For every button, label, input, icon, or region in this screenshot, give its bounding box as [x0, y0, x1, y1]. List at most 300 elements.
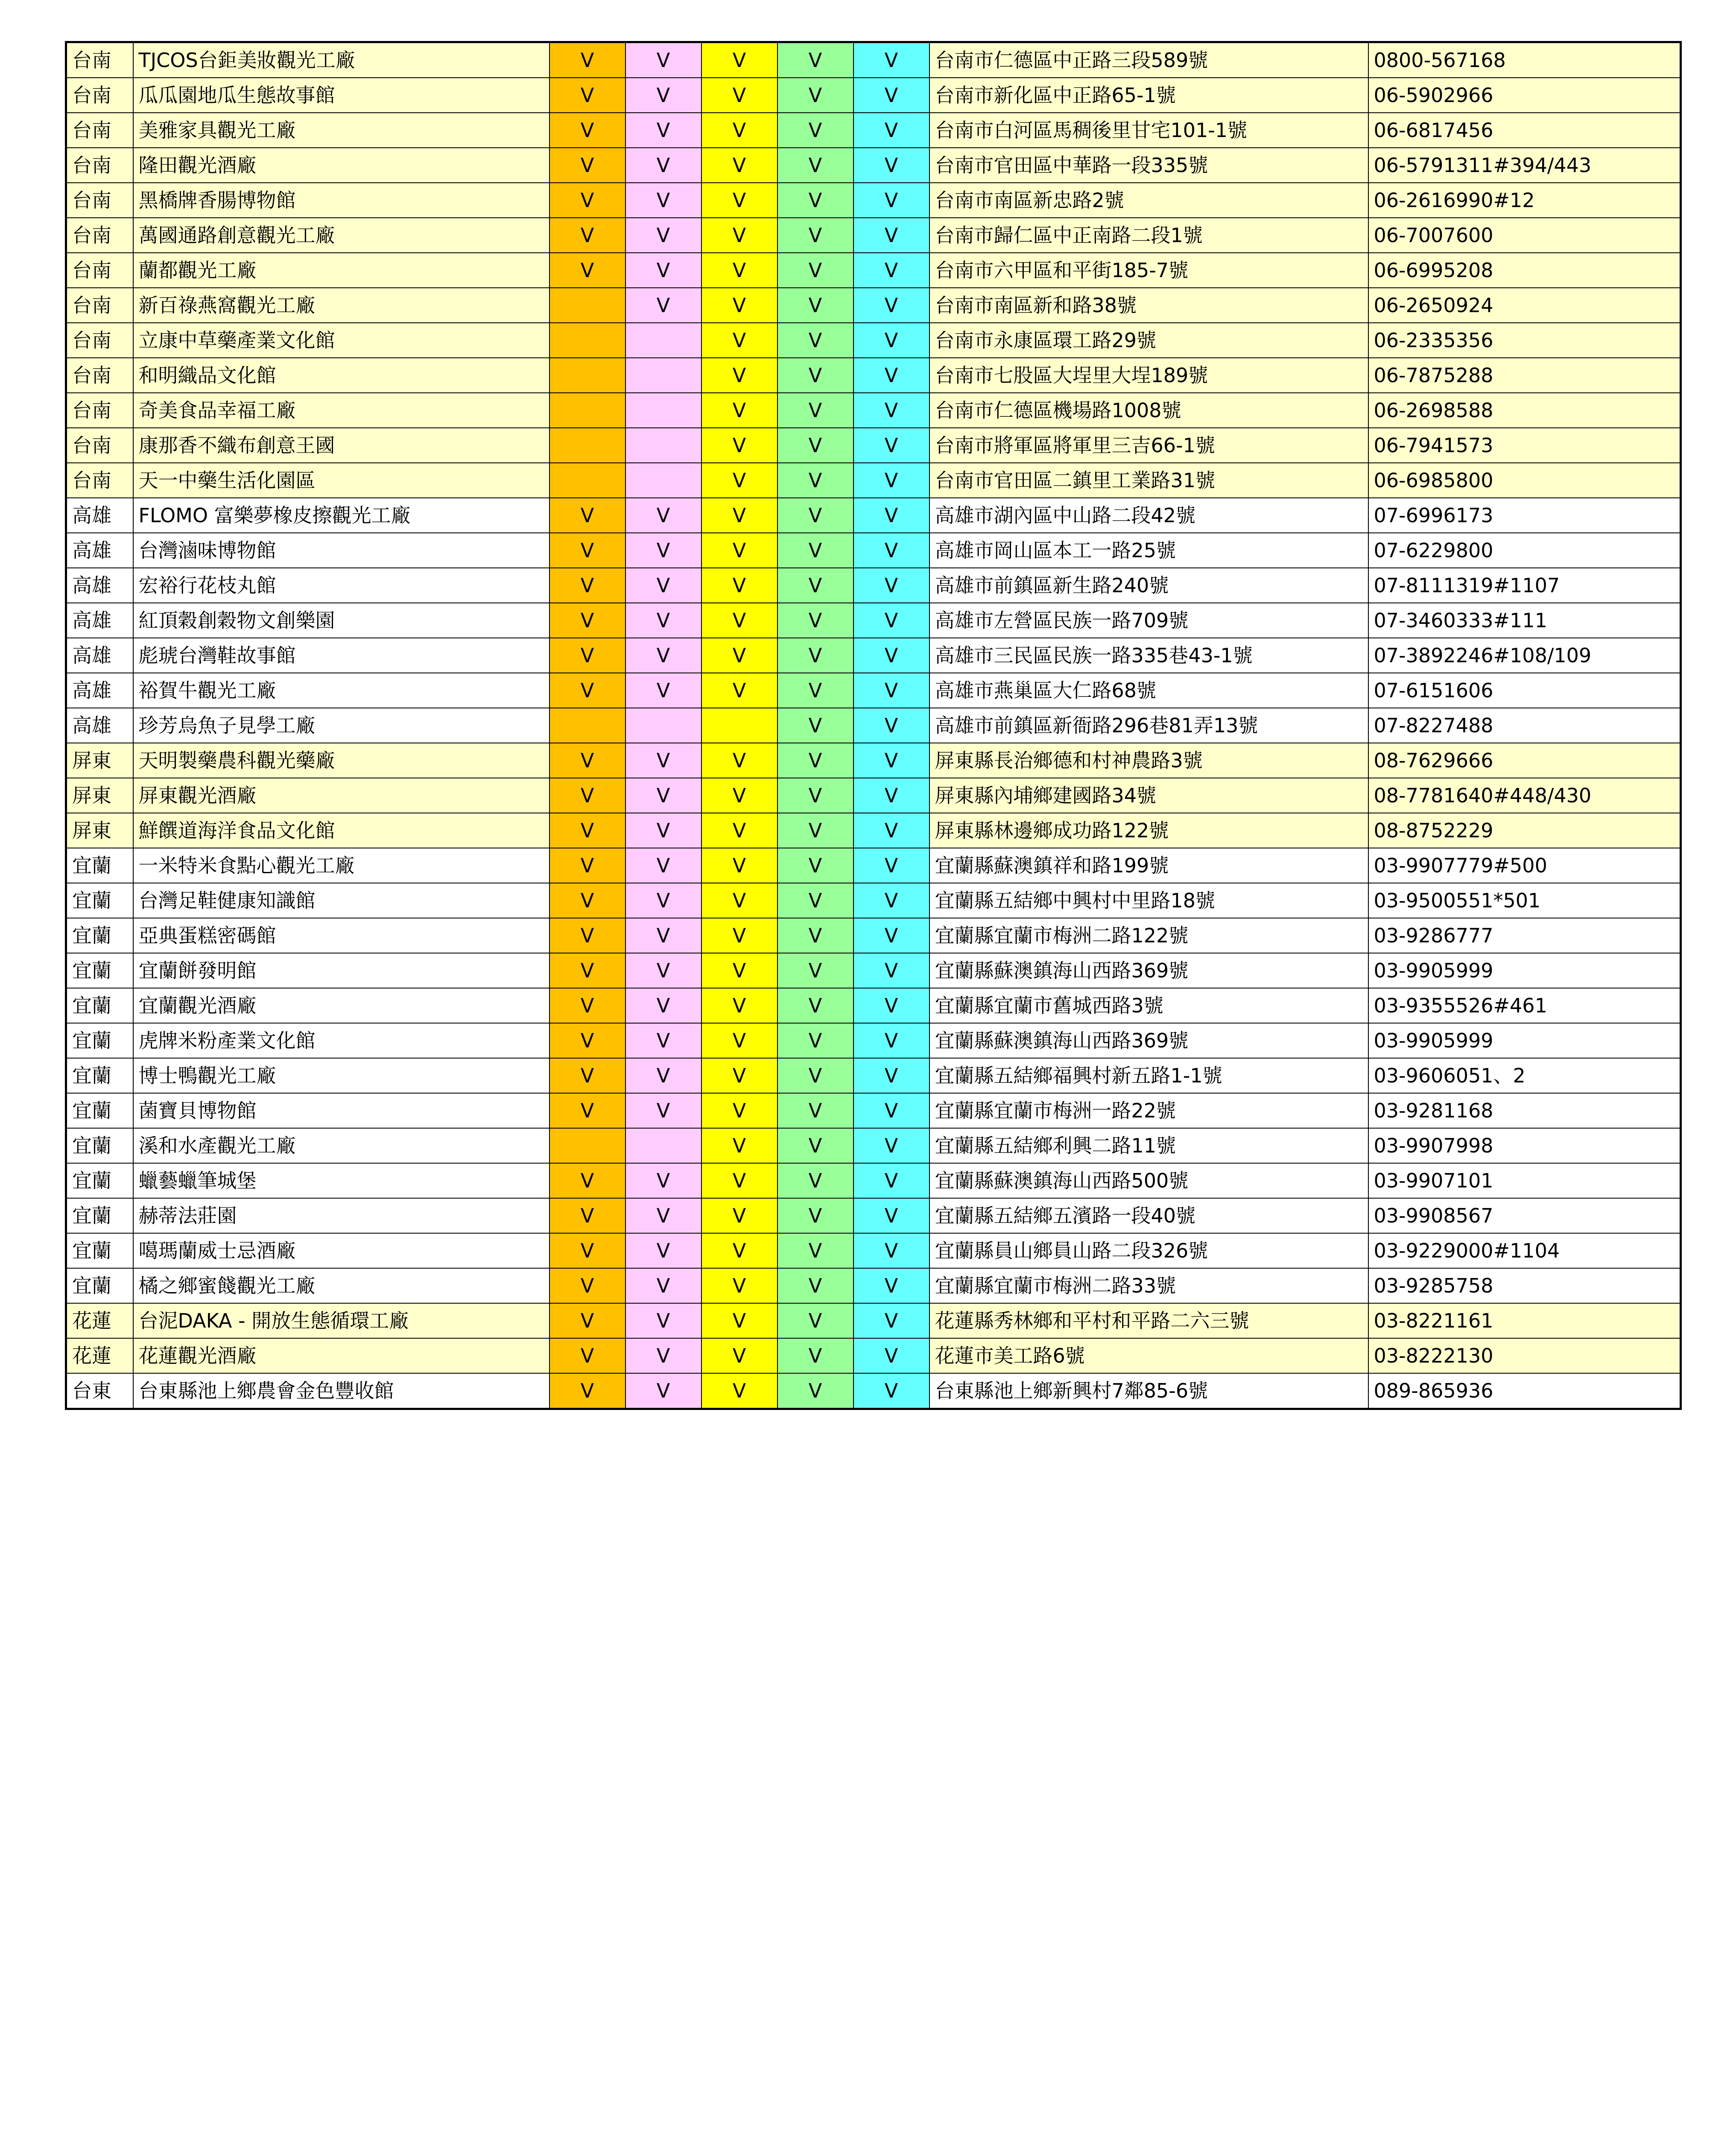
table-row — [66, 988, 1681, 1023]
region-cell: 台南 — [66, 323, 133, 358]
factory-name-cell: 虎牌米粉產業文化館 — [133, 1023, 549, 1058]
table-row — [66, 358, 1681, 393]
mark-cell-5: V — [853, 428, 929, 463]
factory-name-cell: 台灣足鞋健康知識館 — [133, 883, 549, 918]
mark-cell-3: V — [701, 42, 777, 78]
mark-cell-1 — [549, 463, 625, 498]
phone-cell: 03-9907779#500 — [1368, 848, 1681, 883]
mark-cell-2: V — [625, 253, 701, 288]
mark-cell-2: V — [625, 568, 701, 603]
address-cell: 宜蘭縣蘇澳鎮海山西路369號 — [929, 953, 1368, 988]
region-cell: 宜蘭 — [66, 848, 133, 883]
mark-cell-2: V — [625, 498, 701, 533]
address-cell: 台南市官田區中華路一段335號 — [929, 148, 1368, 183]
mark-cell-3: V — [701, 78, 777, 113]
mark-cell-3: V — [701, 603, 777, 638]
phone-cell: 03-9500551*501 — [1368, 883, 1681, 918]
mark-cell-2: V — [625, 883, 701, 918]
mark-cell-4: V — [777, 988, 853, 1023]
address-cell: 台南市白河區馬稠後里甘宅101-1號 — [929, 113, 1368, 148]
table-row — [66, 883, 1681, 918]
mark-cell-5: V — [853, 1163, 929, 1198]
mark-cell-4: V — [777, 1093, 853, 1128]
mark-cell-5: V — [853, 498, 929, 533]
address-cell: 台南市七股區大埕里大埕189號 — [929, 358, 1368, 393]
address-cell: 高雄市前鎮區新生路240號 — [929, 568, 1368, 603]
address-cell: 宜蘭縣五結鄉五濱路一段40號 — [929, 1198, 1368, 1233]
table-row — [66, 848, 1681, 883]
mark-cell-4: V — [777, 78, 853, 113]
address-cell: 高雄市前鎮區新衙路296巷81弄13號 — [929, 708, 1368, 743]
mark-cell-2: V — [625, 1023, 701, 1058]
mark-cell-2: V — [625, 1338, 701, 1373]
mark-cell-3: V — [701, 1233, 777, 1268]
address-cell: 花蓮市美工路6號 — [929, 1338, 1368, 1373]
factory-name-cell: 彪琥台灣鞋故事館 — [133, 638, 549, 673]
phone-cell: 07-3460333#111 — [1368, 603, 1681, 638]
factory-table — [65, 41, 1682, 1410]
mark-cell-2: V — [625, 1303, 701, 1338]
phone-cell: 03-9905999 — [1368, 953, 1681, 988]
table-row — [66, 953, 1681, 988]
factory-name-cell: 博士鴨觀光工廠 — [133, 1058, 549, 1093]
table-row — [66, 743, 1681, 778]
mark-cell-4: V — [777, 1058, 853, 1093]
address-cell: 台南市南區新忠路2號 — [929, 183, 1368, 218]
region-cell: 宜蘭 — [66, 918, 133, 953]
table-row — [66, 113, 1681, 148]
address-cell: 宜蘭縣員山鄉員山路二段326號 — [929, 1233, 1368, 1268]
mark-cell-5: V — [853, 218, 929, 253]
mark-cell-2: V — [625, 1198, 701, 1233]
mark-cell-2 — [625, 463, 701, 498]
phone-cell: 07-6151606 — [1368, 673, 1681, 708]
mark-cell-2: V — [625, 603, 701, 638]
region-cell: 屏東 — [66, 813, 133, 848]
mark-cell-5: V — [853, 113, 929, 148]
mark-cell-2: V — [625, 218, 701, 253]
address-cell: 台南市永康區環工路29號 — [929, 323, 1368, 358]
table-row — [66, 778, 1681, 813]
mark-cell-1: V — [549, 638, 625, 673]
mark-cell-5: V — [853, 638, 929, 673]
mark-cell-3: V — [701, 358, 777, 393]
mark-cell-5: V — [853, 953, 929, 988]
address-cell: 屏東縣長治鄉德和村神農路3號 — [929, 743, 1368, 778]
table-row — [66, 673, 1681, 708]
mark-cell-1: V — [549, 603, 625, 638]
mark-cell-2: V — [625, 42, 701, 78]
factory-name-cell: 屏東觀光酒廠 — [133, 778, 549, 813]
mark-cell-4: V — [777, 953, 853, 988]
mark-cell-5: V — [853, 42, 929, 78]
mark-cell-3: V — [701, 253, 777, 288]
region-cell: 台南 — [66, 358, 133, 393]
region-cell: 台東 — [66, 1373, 133, 1409]
phone-cell: 03-9229000#1104 — [1368, 1233, 1681, 1268]
mark-cell-3: V — [701, 673, 777, 708]
mark-cell-1: V — [549, 743, 625, 778]
region-cell: 宜蘭 — [66, 1093, 133, 1128]
mark-cell-3: V — [701, 1338, 777, 1373]
region-cell: 宜蘭 — [66, 1163, 133, 1198]
mark-cell-1: V — [549, 42, 625, 78]
address-cell: 宜蘭縣宜蘭市梅洲二路122號 — [929, 918, 1368, 953]
phone-cell: 03-9907998 — [1368, 1128, 1681, 1163]
mark-cell-3: V — [701, 183, 777, 218]
table-row — [66, 1093, 1681, 1128]
mark-cell-1 — [549, 288, 625, 323]
mark-cell-1: V — [549, 1093, 625, 1128]
region-cell: 花蓮 — [66, 1338, 133, 1373]
mark-cell-4: V — [777, 1198, 853, 1233]
mark-cell-1: V — [549, 113, 625, 148]
region-cell: 台南 — [66, 113, 133, 148]
address-cell: 宜蘭縣五結鄉福興村新五路1-1號 — [929, 1058, 1368, 1093]
mark-cell-1: V — [549, 813, 625, 848]
phone-cell: 03-9355526#461 — [1368, 988, 1681, 1023]
table-row — [66, 638, 1681, 673]
address-cell: 屏東縣林邊鄉成功路122號 — [929, 813, 1368, 848]
mark-cell-5: V — [853, 78, 929, 113]
factory-name-cell: 一米特米食點心觀光工廠 — [133, 848, 549, 883]
mark-cell-3: V — [701, 218, 777, 253]
mark-cell-2: V — [625, 918, 701, 953]
phone-cell: 06-2616990#12 — [1368, 183, 1681, 218]
table-row — [66, 1268, 1681, 1303]
factory-name-cell: 溪和水產觀光工廠 — [133, 1128, 549, 1163]
mark-cell-5: V — [853, 1128, 929, 1163]
mark-cell-4: V — [777, 813, 853, 848]
mark-cell-5: V — [853, 463, 929, 498]
mark-cell-4: V — [777, 1023, 853, 1058]
region-cell: 台南 — [66, 253, 133, 288]
mark-cell-4: V — [777, 743, 853, 778]
phone-cell: 06-6985800 — [1368, 463, 1681, 498]
mark-cell-3: V — [701, 113, 777, 148]
mark-cell-1: V — [549, 1268, 625, 1303]
mark-cell-5: V — [853, 848, 929, 883]
mark-cell-4: V — [777, 183, 853, 218]
mark-cell-3: V — [701, 778, 777, 813]
address-cell: 宜蘭縣宜蘭市梅洲二路33號 — [929, 1268, 1368, 1303]
table-row — [66, 323, 1681, 358]
phone-cell: 08-7629666 — [1368, 743, 1681, 778]
factory-name-cell: 宜蘭觀光酒廠 — [133, 988, 549, 1023]
mark-cell-1: V — [549, 918, 625, 953]
mark-cell-1: V — [549, 78, 625, 113]
table-row — [66, 253, 1681, 288]
factory-name-cell: 宏裕行花枝丸館 — [133, 568, 549, 603]
table-row — [66, 533, 1681, 568]
address-cell: 高雄市左營區民族一路709號 — [929, 603, 1368, 638]
mark-cell-4: V — [777, 358, 853, 393]
factory-name-cell: 天一中藥生活化園區 — [133, 463, 549, 498]
factory-name-cell: FLOMO 富樂夢橡皮擦觀光工廠 — [133, 498, 549, 533]
mark-cell-4: V — [777, 1163, 853, 1198]
mark-cell-5: V — [853, 673, 929, 708]
factory-name-cell: 立康中草藥產業文化館 — [133, 323, 549, 358]
phone-cell: 06-2335356 — [1368, 323, 1681, 358]
mark-cell-1: V — [549, 1303, 625, 1338]
mark-cell-4: V — [777, 323, 853, 358]
mark-cell-3: V — [701, 498, 777, 533]
address-cell: 台南市新化區中正路65-1號 — [929, 78, 1368, 113]
phone-cell: 06-5902966 — [1368, 78, 1681, 113]
mark-cell-3: V — [701, 1303, 777, 1338]
mark-cell-4: V — [777, 1128, 853, 1163]
factory-name-cell: 橘之鄉蜜餞觀光工廠 — [133, 1268, 549, 1303]
table-row — [66, 463, 1681, 498]
mark-cell-2 — [625, 428, 701, 463]
phone-cell: 03-9905999 — [1368, 1023, 1681, 1058]
mark-cell-3: V — [701, 463, 777, 498]
mark-cell-2 — [625, 323, 701, 358]
region-cell: 台南 — [66, 288, 133, 323]
region-cell: 台南 — [66, 183, 133, 218]
mark-cell-4: V — [777, 253, 853, 288]
region-cell: 台南 — [66, 218, 133, 253]
mark-cell-1 — [549, 323, 625, 358]
region-cell: 高雄 — [66, 568, 133, 603]
phone-cell: 0800-567168 — [1368, 42, 1681, 78]
region-cell: 高雄 — [66, 533, 133, 568]
mark-cell-4: V — [777, 1233, 853, 1268]
mark-cell-2: V — [625, 183, 701, 218]
factory-name-cell: 裕賀牛觀光工廠 — [133, 673, 549, 708]
mark-cell-4: V — [777, 778, 853, 813]
region-cell: 屏東 — [66, 778, 133, 813]
table-row — [66, 1373, 1681, 1409]
mark-cell-5: V — [853, 533, 929, 568]
mark-cell-4: V — [777, 533, 853, 568]
table-row — [66, 1128, 1681, 1163]
mark-cell-3: V — [701, 288, 777, 323]
mark-cell-3: V — [701, 1198, 777, 1233]
mark-cell-2 — [625, 708, 701, 743]
table-row — [66, 918, 1681, 953]
mark-cell-5: V — [853, 1093, 929, 1128]
phone-cell: 03-9908567 — [1368, 1198, 1681, 1233]
phone-cell: 06-7007600 — [1368, 218, 1681, 253]
mark-cell-2: V — [625, 148, 701, 183]
mark-cell-4: V — [777, 883, 853, 918]
mark-cell-1: V — [549, 568, 625, 603]
region-cell: 宜蘭 — [66, 988, 133, 1023]
mark-cell-1: V — [549, 1023, 625, 1058]
mark-cell-2 — [625, 393, 701, 428]
table-row — [66, 1023, 1681, 1058]
table-row — [66, 1303, 1681, 1338]
address-cell: 宜蘭縣蘇澳鎮海山西路369號 — [929, 1023, 1368, 1058]
address-cell: 宜蘭縣五結鄉中興村中里路18號 — [929, 883, 1368, 918]
region-cell: 高雄 — [66, 638, 133, 673]
mark-cell-3: V — [701, 1268, 777, 1303]
mark-cell-4: V — [777, 1373, 853, 1409]
phone-cell: 07-6229800 — [1368, 533, 1681, 568]
mark-cell-4: V — [777, 708, 853, 743]
region-cell: 宜蘭 — [66, 1233, 133, 1268]
factory-name-cell: 花蓮觀光酒廠 — [133, 1338, 549, 1373]
mark-cell-3: V — [701, 988, 777, 1023]
mark-cell-3: V — [701, 1163, 777, 1198]
factory-name-cell: 蘭都觀光工廠 — [133, 253, 549, 288]
region-cell: 屏東 — [66, 743, 133, 778]
phone-cell: 03-9907101 — [1368, 1163, 1681, 1198]
table-row — [66, 42, 1681, 78]
mark-cell-4: V — [777, 463, 853, 498]
table-row — [66, 813, 1681, 848]
table-row — [66, 498, 1681, 533]
table-row — [66, 568, 1681, 603]
phone-cell: 03-9281168 — [1368, 1093, 1681, 1128]
mark-cell-1: V — [549, 253, 625, 288]
mark-cell-4: V — [777, 918, 853, 953]
mark-cell-1: V — [549, 883, 625, 918]
mark-cell-5: V — [853, 323, 929, 358]
mark-cell-3: V — [701, 533, 777, 568]
mark-cell-5: V — [853, 918, 929, 953]
mark-cell-3: V — [701, 428, 777, 463]
mark-cell-5: V — [853, 1338, 929, 1373]
phone-cell: 07-8111319#1107 — [1368, 568, 1681, 603]
mark-cell-3: V — [701, 1093, 777, 1128]
mark-cell-3: V — [701, 1023, 777, 1058]
phone-cell: 07-6996173 — [1368, 498, 1681, 533]
mark-cell-3: V — [701, 918, 777, 953]
factory-name-cell: 奇美食品幸福工廠 — [133, 393, 549, 428]
mark-cell-4: V — [777, 218, 853, 253]
mark-cell-1 — [549, 393, 625, 428]
mark-cell-2: V — [625, 778, 701, 813]
phone-cell: 08-7781640#448/430 — [1368, 778, 1681, 813]
mark-cell-3: V — [701, 1058, 777, 1093]
mark-cell-4: V — [777, 1338, 853, 1373]
phone-cell: 07-3892246#108/109 — [1368, 638, 1681, 673]
table-row — [66, 148, 1681, 183]
mark-cell-2: V — [625, 78, 701, 113]
address-cell: 台南市仁德區中正路三段589號 — [929, 42, 1368, 78]
mark-cell-1: V — [549, 778, 625, 813]
mark-cell-3: V — [701, 1373, 777, 1409]
mark-cell-2: V — [625, 988, 701, 1023]
mark-cell-2: V — [625, 743, 701, 778]
address-cell: 台南市將軍區將軍里三吉66-1號 — [929, 428, 1368, 463]
region-cell: 宜蘭 — [66, 1268, 133, 1303]
factory-name-cell: 菌寶貝博物館 — [133, 1093, 549, 1128]
region-cell: 宜蘭 — [66, 883, 133, 918]
mark-cell-2: V — [625, 288, 701, 323]
mark-cell-1: V — [549, 848, 625, 883]
mark-cell-2: V — [625, 533, 701, 568]
address-cell: 屏東縣內埔鄉建國路34號 — [929, 778, 1368, 813]
mark-cell-3: V — [701, 638, 777, 673]
mark-cell-1: V — [549, 1338, 625, 1373]
mark-cell-3: V — [701, 323, 777, 358]
region-cell: 台南 — [66, 148, 133, 183]
mark-cell-1: V — [549, 1373, 625, 1409]
mark-cell-5: V — [853, 1058, 929, 1093]
mark-cell-4: V — [777, 568, 853, 603]
factory-name-cell: 隆田觀光酒廠 — [133, 148, 549, 183]
region-cell: 台南 — [66, 78, 133, 113]
mark-cell-3: V — [701, 848, 777, 883]
table-row — [66, 708, 1681, 743]
factory-name-cell: 珍芳烏魚子見學工廠 — [133, 708, 549, 743]
address-cell: 台南市歸仁區中正南路二段1號 — [929, 218, 1368, 253]
factory-name-cell: TJCOS台鉅美妝觀光工廠 — [133, 42, 549, 78]
address-cell: 宜蘭縣五結鄉利興二路11號 — [929, 1128, 1368, 1163]
region-cell: 高雄 — [66, 603, 133, 638]
address-cell: 台南市南區新和路38號 — [929, 288, 1368, 323]
factory-name-cell: 台泥DAKA - 開放生態循環工廠 — [133, 1303, 549, 1338]
region-cell: 宜蘭 — [66, 1198, 133, 1233]
address-cell: 高雄市岡山區本工一路25號 — [929, 533, 1368, 568]
mark-cell-1 — [549, 1128, 625, 1163]
mark-cell-1: V — [549, 183, 625, 218]
factory-name-cell: 宜蘭餅發明館 — [133, 953, 549, 988]
mark-cell-5: V — [853, 1268, 929, 1303]
factory-name-cell: 萬國通路創意觀光工廠 — [133, 218, 549, 253]
mark-cell-5: V — [853, 743, 929, 778]
mark-cell-2 — [625, 358, 701, 393]
mark-cell-1: V — [549, 1058, 625, 1093]
mark-cell-2: V — [625, 1093, 701, 1128]
mark-cell-2: V — [625, 1373, 701, 1409]
address-cell: 宜蘭縣宜蘭市舊城西路3號 — [929, 988, 1368, 1023]
mark-cell-4: V — [777, 638, 853, 673]
mark-cell-3: V — [701, 953, 777, 988]
mark-cell-4: V — [777, 288, 853, 323]
phone-cell: 07-8227488 — [1368, 708, 1681, 743]
factory-name-cell: 亞典蛋糕密碼館 — [133, 918, 549, 953]
mark-cell-2: V — [625, 1268, 701, 1303]
address-cell: 花蓮縣秀林鄉和平村和平路二六三號 — [929, 1303, 1368, 1338]
table-row — [66, 428, 1681, 463]
region-cell: 台南 — [66, 428, 133, 463]
mark-cell-5: V — [853, 1373, 929, 1409]
mark-cell-5: V — [853, 288, 929, 323]
factory-name-cell: 台東縣池上鄉農會金色豐收館 — [133, 1373, 549, 1409]
table-row — [66, 1338, 1681, 1373]
factory-name-cell: 黑橋牌香腸博物館 — [133, 183, 549, 218]
mark-cell-2: V — [625, 848, 701, 883]
factory-name-cell: 赫蒂法莊園 — [133, 1198, 549, 1233]
phone-cell: 06-7941573 — [1368, 428, 1681, 463]
phone-cell: 03-8222130 — [1368, 1338, 1681, 1373]
phone-cell: 06-7875288 — [1368, 358, 1681, 393]
phone-cell: 03-8221161 — [1368, 1303, 1681, 1338]
mark-cell-4: V — [777, 498, 853, 533]
mark-cell-5: V — [853, 568, 929, 603]
factory-name-cell: 台灣滷味博物館 — [133, 533, 549, 568]
mark-cell-4: V — [777, 1268, 853, 1303]
factory-name-cell: 噶瑪蘭威士忌酒廠 — [133, 1233, 549, 1268]
region-cell: 宜蘭 — [66, 1128, 133, 1163]
region-cell: 花蓮 — [66, 1303, 133, 1338]
address-cell: 高雄市湖內區中山路二段42號 — [929, 498, 1368, 533]
region-cell: 高雄 — [66, 708, 133, 743]
mark-cell-1 — [549, 358, 625, 393]
table-row — [66, 1233, 1681, 1268]
mark-cell-4: V — [777, 113, 853, 148]
table-row — [66, 393, 1681, 428]
table-row — [66, 603, 1681, 638]
mark-cell-5: V — [853, 148, 929, 183]
mark-cell-5: V — [853, 393, 929, 428]
mark-cell-3 — [701, 708, 777, 743]
mark-cell-5: V — [853, 253, 929, 288]
